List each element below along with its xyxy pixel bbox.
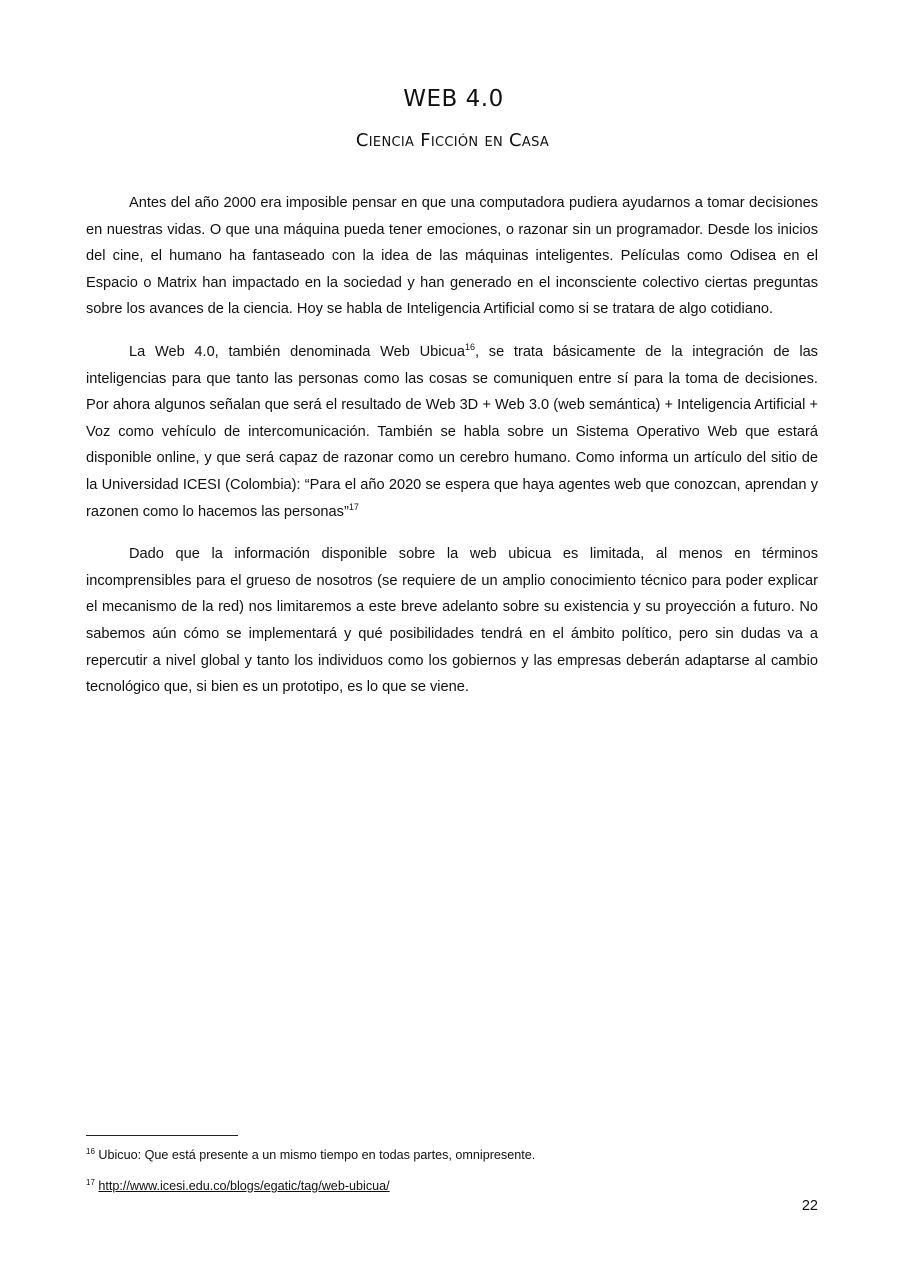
paragraph-2 bbox=[86, 339, 818, 525]
footnote-16 bbox=[86, 1147, 535, 1163]
paragraph-2-text-a: La Web 4.0, también denominada Web Ubicua bbox=[129, 343, 465, 360]
page-title-text: WEB 4.0 bbox=[403, 86, 504, 112]
body-text bbox=[86, 190, 818, 717]
footnote-ref-16[interactable]: 16 bbox=[465, 341, 476, 352]
footnote-ref-17[interactable]: 17 bbox=[348, 501, 359, 512]
paragraph-3: Dado que la información disponible sobre la web ubicua es limitada, al menos en términos incomprensibles para el grueso de nosotros (se requiere de un amplio conocimiento técnico para poder explicar el mecanismo de la red) nos limitaremos a este breve adelanto sobre su existencia y su proyección a futuro. No sabemos aún cómo se implementará y qué posibilidades tendrá en el ámbito político, pero sin dudas va a repercutir a nivel global y tanto los individuos como los gobiernos y las empresas deberán adaptarse al cambio tecnológico que, si bien es un prototipo, es lo que se viene. bbox=[86, 546, 818, 696]
footnote-16-number: 16 bbox=[86, 1147, 95, 1156]
footnote-17-link[interactable]: http://www.icesi.edu.co/blogs/egatic/tag/web-ubicua/ bbox=[98, 1179, 390, 1193]
footnote-17-number: 17 bbox=[86, 1178, 95, 1187]
footnote-17 bbox=[86, 1178, 390, 1194]
page-subtitle: Ciencia Ficción en Casa bbox=[355, 130, 550, 151]
footnote-16-text: Ubicuo: Que está presente a un mismo tiempo en todas partes, omnipresente. bbox=[98, 1148, 536, 1162]
page-number: 22 bbox=[801, 1198, 818, 1214]
paragraph-2-text-b: , se trata básicamente de la integración de las inteligencias para que tanto las personas como las cosas se comuniquen entre sí para la toma de decisiones. Por ahora algunos señalan que será el resultado de Web 3D + Web 3.0 (web semántica) + Inteligencia Artificial + Voz como vehículo de intercomunicación. También se habla sobre un Sistema Operativo Web que estará disponible online, y que será capaz de razonar como un cerebro humano. Como informa un artículo del sitio de la Universidad ICESI (Colombia): “Para el año 2020 se espera que haya agentes web que conozcan, aprendan y razonen como lo hacemos las personas” bbox=[86, 343, 818, 520]
paragraph-1: Antes del año 2000 era imposible pensar en que una computadora pudiera ayudarnos a tomar decisiones en nuestras vidas. O que una máquina pueda tener emociones, o razonar sin un programador. Desde los inicios del cine, el humano ha fantaseado con la idea de las máquinas inteligentes. Películas como Odisea en el Espacio o Matrix han impactado en la sociedad y han generado en el inconsciente colectivo ciertas preguntas sobre los avances de la ciencia. Hoy se habla de Inteligencia Artificial como si se tratara de algo cotidiano. bbox=[86, 195, 818, 318]
footnote-separator bbox=[86, 1135, 238, 1136]
page-title bbox=[0, 86, 905, 112]
